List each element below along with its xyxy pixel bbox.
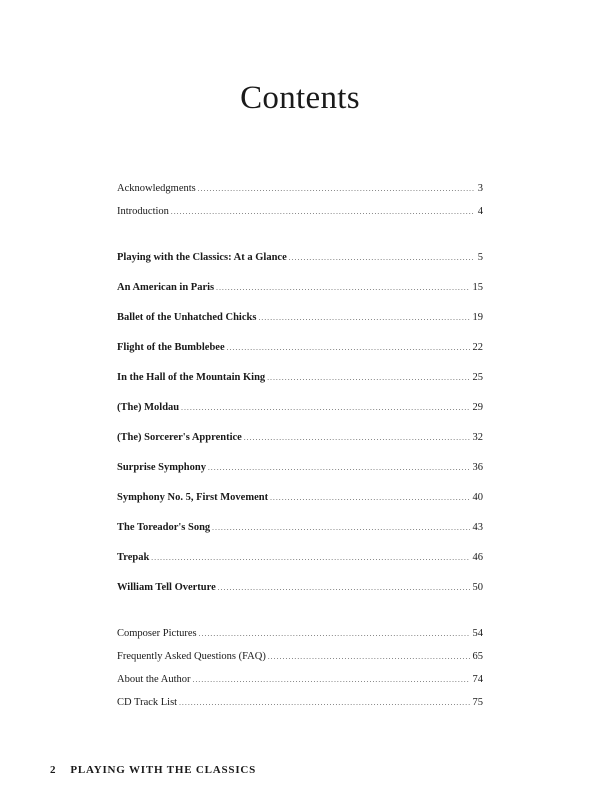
toc-entry-title: Playing with the Classics: At a Glance (117, 252, 287, 263)
toc-entry-page: 32 (472, 432, 483, 443)
toc-entry-title: Trepak (117, 552, 150, 563)
toc-entry-page: 54 (472, 628, 483, 639)
footer-book-title: PLAYING WITH THE CLASSICS (70, 764, 257, 776)
toc-entry-title: About the Author (117, 674, 191, 685)
toc-entry-title: The Toreador's Song (117, 522, 211, 533)
toc-entry-title: Frequently Asked Questions (FAQ) (117, 651, 266, 662)
toc-entry-title: Symphony No. 5, First Movement (117, 492, 269, 503)
toc-entry-moldau[interactable] (117, 400, 483, 416)
toc-entry-title: (The) Sorcerer's Apprentice (117, 432, 242, 443)
toc-entry-cd-track-list[interactable] (117, 695, 483, 711)
toc-entry-page: 29 (472, 402, 483, 413)
toc-entry-title: Ballet of the Unhatched Chicks (117, 312, 257, 323)
toc-entry-page: 43 (472, 522, 483, 533)
toc-entry-page: 5 (477, 252, 483, 263)
toc-entry-composer-pictures[interactable] (117, 626, 483, 642)
page-title: Contents (240, 80, 360, 116)
toc-entry-bumblebee[interactable] (117, 340, 483, 356)
toc-entry-title: (The) Moldau (117, 402, 180, 413)
dot-leader (179, 695, 469, 711)
toc-entry-page: 19 (472, 312, 483, 323)
toc-entry-page: 25 (472, 372, 483, 383)
dot-leader (258, 310, 469, 326)
dot-leader (198, 181, 475, 197)
page-footer (50, 764, 256, 776)
footer-page-number: 2 (50, 764, 57, 776)
toc-entry-page: 36 (472, 462, 483, 473)
toc-entry-page: 65 (472, 651, 483, 662)
toc-entry-page: 22 (472, 342, 483, 353)
toc-entry-page: 75 (472, 697, 483, 708)
toc-entry-title: Flight of the Bumblebee (117, 342, 225, 353)
dot-leader (218, 580, 470, 596)
toc-entry-about-author[interactable] (117, 672, 483, 688)
toc-entry-page: 50 (472, 582, 483, 593)
toc-entry-page: 15 (472, 282, 483, 293)
toc-entry-acknowledgments[interactable] (117, 181, 483, 197)
toc-entry-title: An American in Paris (117, 282, 215, 293)
dot-leader (181, 400, 469, 416)
toc-entry-title: Introduction (117, 206, 169, 217)
toc-entry-toreadors-song[interactable] (117, 520, 483, 536)
toc-entry-page: 74 (472, 674, 483, 685)
dot-leader (227, 340, 470, 356)
dot-leader (244, 430, 470, 446)
toc-entry-page: 4 (477, 206, 483, 217)
toc-entry-american-in-paris[interactable] (117, 280, 483, 296)
toc-entry-page: 3 (477, 183, 483, 194)
toc-entry-trepak[interactable] (117, 550, 483, 566)
dot-leader (199, 626, 470, 642)
dot-leader (171, 204, 475, 220)
dot-leader (212, 520, 469, 536)
dot-leader (267, 370, 469, 386)
dot-leader (193, 672, 470, 688)
toc-entry-surprise-symphony[interactable] (117, 460, 483, 476)
toc-entry-sorcerers-apprentice[interactable] (117, 430, 483, 446)
dot-leader (289, 250, 475, 266)
dot-leader (216, 280, 469, 296)
toc-entry-title: Surprise Symphony (117, 462, 206, 473)
toc-entry-page: 46 (472, 552, 483, 563)
toc-entry-title: In the Hall of the Mountain King (117, 372, 266, 383)
toc-entry-faq[interactable] (117, 649, 483, 665)
toc-entry-page: 40 (472, 492, 483, 503)
toc-entry-title: CD Track List (117, 697, 178, 708)
dot-leader (208, 460, 470, 476)
dot-leader (270, 490, 469, 506)
toc-entry-symphony-no-5[interactable] (117, 490, 483, 506)
toc-entry-title: Composer Pictures (117, 628, 197, 639)
toc-entry-mountain-king[interactable] (117, 370, 483, 386)
toc-entry-william-tell[interactable] (117, 580, 483, 596)
toc-entry-title: William Tell Overture (117, 582, 216, 593)
toc-entry-introduction[interactable] (117, 204, 483, 220)
toc-entry-unhatched-chicks[interactable] (117, 310, 483, 326)
dot-leader (151, 550, 469, 566)
toc-entry-title: Acknowledgments (117, 183, 196, 194)
dot-leader (268, 649, 470, 665)
toc-entry-at-a-glance[interactable] (117, 250, 483, 266)
